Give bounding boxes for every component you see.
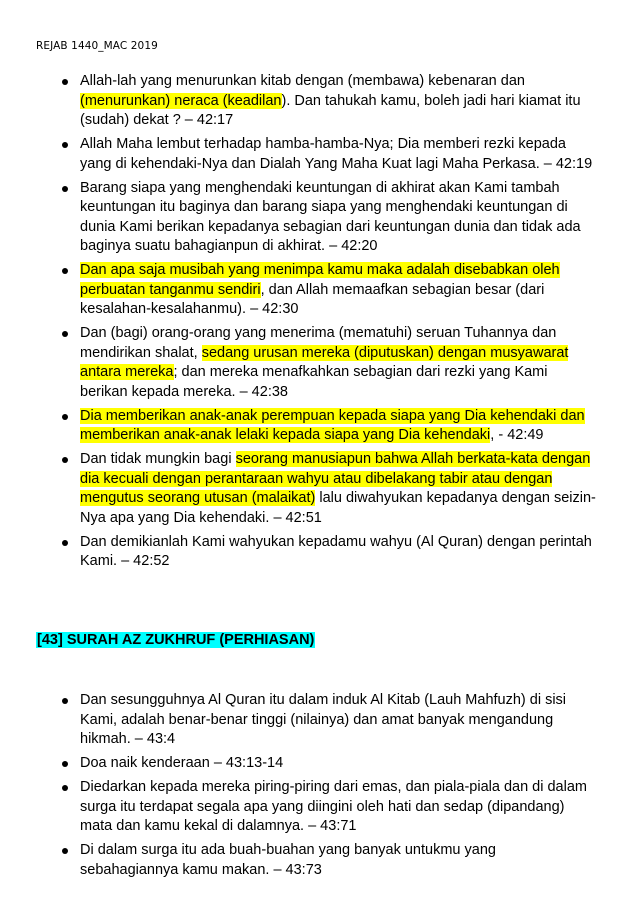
item-text: Barang siapa yang menghendaki keuntungan di akhirat akan Kami tambah keuntungan itu baginya dan barang siapa yang menghendaki keuntungan di dunia Kami berikan kepadanya sebagian dari keuntungan dunia dan tidak ada baginya suatu bahagianpun di akhirat. – 42:20 <box>80 179 581 254</box>
item-text: Allah-lah yang menurunkan kitab dengan (membawa) kebenaran dan <box>80 73 525 89</box>
bullet-icon <box>62 785 68 791</box>
item-text: Dan (bagi) orang-orang yang menerima (mematuhi) seruan Tuhannya dan mendirikan shalat, <box>80 325 557 361</box>
highlighted-text: Dia memberikan anak-anak perempuan kepada siapa yang Dia kehendaki dan memberikan anak-anak lelaki kepada siapa yang Dia kehendaki <box>80 407 585 443</box>
bullet-icon <box>62 540 68 546</box>
list-item <box>0 841 638 880</box>
list-item <box>0 778 638 837</box>
item-text: ). Dan tahukah kamu, boleh jadi hari kiamat itu (sudah) dekat ? – 42:17 <box>80 92 581 128</box>
item-text: Dan sesungguhnya Al Quran itu dalam induk Al Kitab (Lauh Mahfuzh) di sisi Kami, adalah benar-benar tinggi (nilainya) dan amat banyak mengandung hikmah. – 43:4 <box>80 692 567 747</box>
bullet-icon <box>62 848 68 854</box>
item-text: , - 42:49 <box>490 427 544 443</box>
list-item <box>0 754 638 774</box>
list-item <box>0 533 638 572</box>
bullet-icon <box>62 331 68 337</box>
item-text: Diedarkan kepada mereka piring-piring dari emas, dan piala-piala dan di dalam surga itu terdapat segala apa yang diingini oleh hati dan sedap (dipandang) mata dan kamu kekal di dalamnya. – 43:71 <box>80 779 587 834</box>
bullet-icon <box>62 142 68 148</box>
item-text: Allah Maha lembut terhadap hamba-hamba-Nya; Dia memberi rezki kepada yang di kehendaki-Nya dan Dialah Yang Maha Kuat lagi Maha Perkasa. – 42:19 <box>80 136 593 172</box>
item-text: , dan Allah memaafkan sebagian besar (dari kesalahan-kesalahanmu). – 42:30 <box>80 281 545 317</box>
item-text: Dan tidak mungkin bagi <box>80 451 236 467</box>
list-item <box>0 135 638 174</box>
item-text: ; dan mereka menafkahkan sebagian dari rezki yang Kami berikan kepada mereka. – 42:38 <box>80 364 548 400</box>
bullet-icon <box>62 79 68 85</box>
list-item <box>0 72 638 131</box>
list-item <box>0 261 638 320</box>
item-text: Doa naik kenderaan – 43:13-14 <box>80 755 284 771</box>
list-item <box>0 324 638 402</box>
item-text: Di dalam surga itu ada buah-buahan yang banyak untukmu yang sebahagiannya kamu makan. – 43:73 <box>80 842 496 878</box>
item-text: Dan demikianlah Kami wahyukan kepadamu wahyu (Al Quran) dengan perintah Kami. – 42:52 <box>80 533 592 569</box>
verse-list-surah-43 <box>0 691 638 885</box>
bullet-icon <box>62 457 68 463</box>
highlighted-text: (menurunkan) neraca (keadilan <box>80 92 282 109</box>
list-item <box>0 407 638 446</box>
bullet-icon <box>62 268 68 274</box>
list-item <box>0 450 638 528</box>
highlighted-text: Dan apa saja musibah yang menimpa kamu maka adalah disebabkan oleh perbuatan tanganmu sendiri <box>80 262 560 298</box>
section-heading-text: [43] SURAH AZ ZUKHRUF (PERHIASAN) <box>37 632 315 648</box>
highlighted-text: seorang manusiapun bahwa Allah berkata-kata dengan dia kecuali dengan perantaraan wahyu atau dibelakang tabir atau dengan mengutus seorang utusan (malaikat) <box>80 451 591 506</box>
page-header: REJAB 1440_MAC 2019 <box>36 40 158 52</box>
bullet-icon <box>62 761 68 767</box>
verse-list-surah-42 <box>0 72 638 576</box>
list-item <box>0 691 638 750</box>
highlighted-text: sedang urusan mereka (diputuskan) dengan musyawarat antara mereka <box>80 344 569 380</box>
bullet-icon <box>62 414 68 420</box>
list-item <box>0 179 638 257</box>
bullet-icon <box>62 698 68 704</box>
item-text: lalu diwahyukan kepadanya dengan seizin-Nya apa yang Dia kehendaki. – 42:51 <box>80 490 596 526</box>
section-heading <box>36 631 315 650</box>
bullet-icon <box>62 186 68 192</box>
